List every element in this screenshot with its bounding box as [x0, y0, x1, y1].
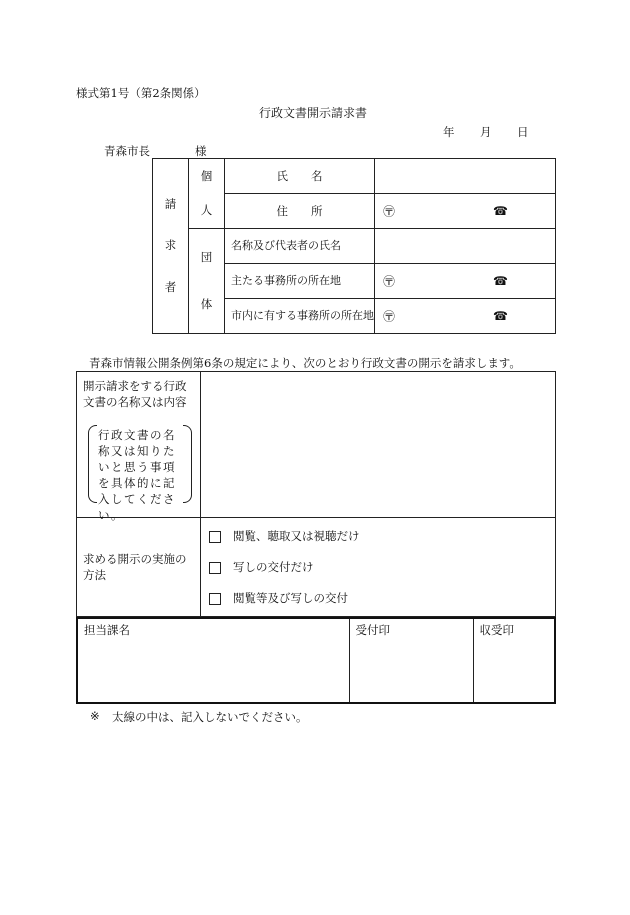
option-copy[interactable]: 写しの交付だけ [209, 552, 555, 583]
method-options [201, 518, 556, 617]
form-number: 様式第1号（第2条関係） [76, 86, 206, 100]
main-office-label: 主たる事務所の所在地 [225, 264, 375, 299]
dept-label: 担当課名 [84, 623, 130, 637]
requester-group-label: 請 求 者 [153, 159, 189, 334]
addressee-honorific: 様 [195, 144, 207, 158]
checkbox[interactable] [209, 562, 221, 574]
footnote-text: 太線の中は、記入しないでください。 [112, 710, 308, 724]
address-label: 住 所 [225, 194, 375, 229]
footnote-mark: ※ [90, 709, 100, 723]
date-day: 日 [517, 125, 529, 139]
name-label: 氏 名 [225, 159, 375, 194]
doc-note [88, 425, 192, 522]
doc-field[interactable] [201, 372, 556, 518]
addressee-name: 青森市長 [104, 144, 150, 158]
organization-label: 団 体 [189, 229, 225, 334]
address-field[interactable] [375, 194, 556, 229]
checkbox[interactable] [209, 593, 221, 605]
city-office-label: 市内に有する事務所の所在地 [225, 299, 375, 334]
received-stamp-cell [349, 618, 473, 703]
org-rep-label: 名称及び代表者の氏名 [225, 229, 375, 264]
org-rep-field[interactable] [375, 229, 556, 264]
collected-stamp-label: 収受印 [479, 623, 514, 637]
phone-icon: ☎ [493, 309, 508, 323]
option-viewing[interactable]: 閲覧、聴取又は視聴だけ [209, 521, 555, 552]
date-month: 月 [480, 125, 492, 139]
option-both[interactable]: 閲覧等及び写しの交付 [209, 583, 555, 614]
collected-stamp-cell [473, 618, 555, 703]
main-office-field[interactable] [375, 264, 556, 299]
doc-label: 開示請求をする行政文書の名称又は内容 [83, 379, 187, 409]
postal-mark-icon: 〶 [383, 204, 396, 219]
name-field[interactable] [375, 159, 556, 194]
document-title: 行政文書開示請求書 [259, 106, 368, 120]
date-year: 年 [443, 125, 455, 139]
phone-icon: ☎ [493, 274, 508, 288]
city-office-field[interactable] [375, 299, 556, 334]
intro-text: 青森市情報公開条例第6条の規定により、次のとおり行政文書の開示を請求します。 [89, 356, 521, 370]
dept-cell [77, 618, 349, 703]
individual-label: 個 人 [189, 159, 225, 229]
doc-note-text: 行政文書の名称又は知りたいと思う事項を具体的に記入してください。 [98, 428, 176, 522]
office-use-table [76, 617, 556, 704]
received-stamp-label: 受付印 [355, 623, 390, 637]
method-label-cell [77, 518, 201, 617]
requester-table [152, 158, 556, 334]
postal-mark-icon: 〶 [383, 274, 396, 289]
method-label: 求める開示の実施の方法 [83, 552, 187, 582]
phone-icon: ☎ [493, 204, 508, 218]
checkbox[interactable] [209, 531, 221, 543]
postal-mark-icon: 〶 [383, 309, 396, 324]
